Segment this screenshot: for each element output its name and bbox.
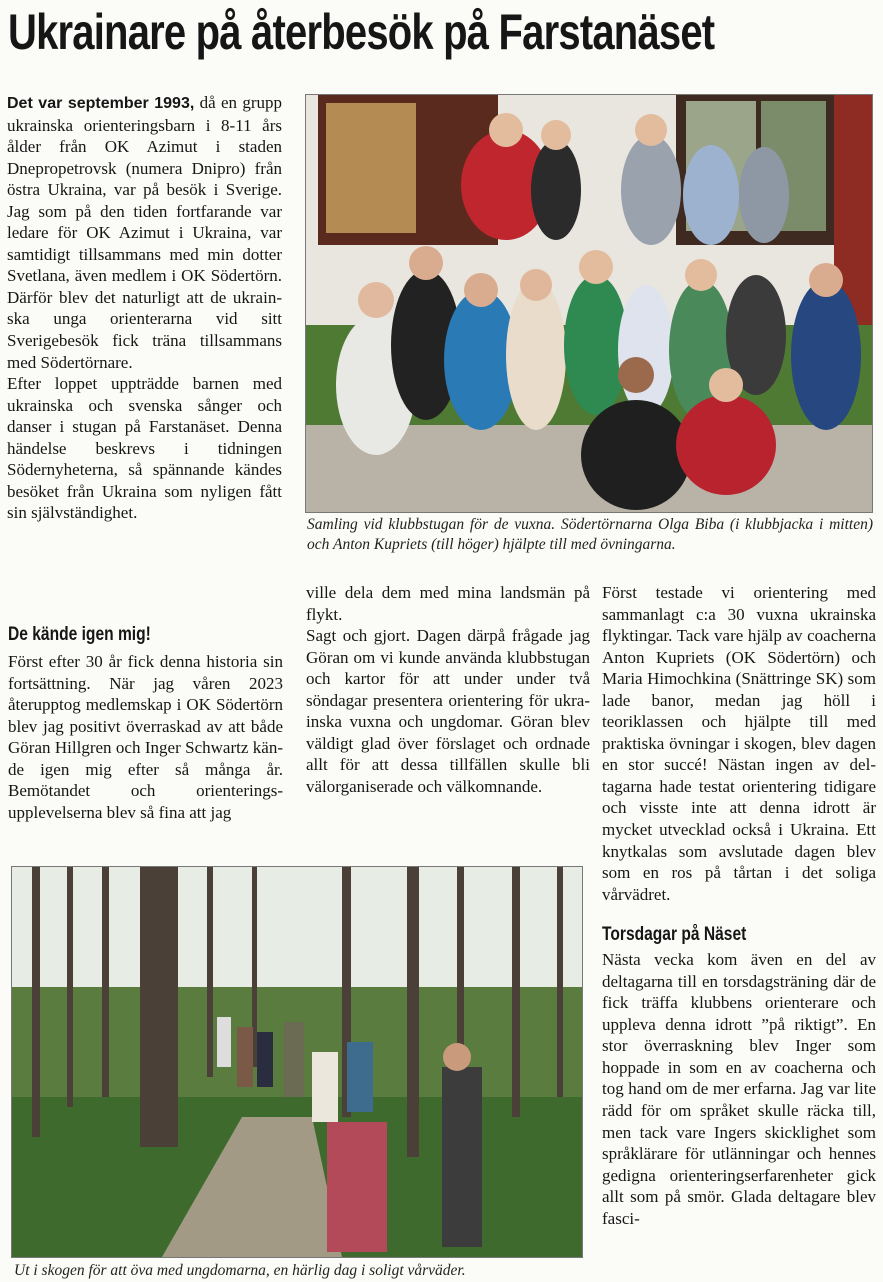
forest-photo <box>11 866 583 1258</box>
paragraph-said-and-done: Sagt och gjort. Dagen därpå frågade jag Göran om vi kunde använda klubbstugan och kartor för att under under två söndagar presentera orientering för ukrainska vuxna och ungdomar. Göran blev väldigt glad över förslaget och ordnade allt för att dessa tillfällen skulle bli välorganiserade och välkomnande. <box>306 626 590 796</box>
forest-photo-illustration <box>12 867 582 1257</box>
subhead-thursdays: Torsdagar på Näset <box>602 924 747 946</box>
column-3 <box>602 582 876 1229</box>
lead-in: Det var september 1993, <box>7 95 195 112</box>
group-photo-illustration <box>306 95 872 512</box>
column-1 <box>7 92 282 524</box>
column-1-lower <box>8 623 283 823</box>
group-photo <box>305 94 873 513</box>
paragraph-thursdays: Nästa vecka kom även en del av deltagarna till en torsdagsträning där de fick träffa klubbens orienterare och uppleva denna idrott ”på riktigt”. En stor överraskning blev Inger som hoppade in som en av coacherna och tog hand om de mer erfarna. Jag var lite rädd för om språket skulle räcka till, men tack vare Ingers skicklighet som språklärare för utlänningar och hennes gedigna orienteringserfarenheter gick allt som på smör. Glada deltagare blev fasci- <box>602 950 876 1228</box>
paragraph-continuation: Först efter 30 år fick denna historia sin fortsättning. När jag våren 2023 återupptog medlemskap i OK Södertörn blev jag positivt överraskad av att både Göran Hillgren och Inger Schwartz kände igen mig efter så många år. Bemötandet och orienteringsupplevelserna blev så fina att jag <box>8 652 283 822</box>
paragraph-landsman: ville dela dem med mina landsmän på flykt. <box>306 583 590 624</box>
paragraph-first-test: Först testade vi orientering med sammanlagt c:a 30 vuxna ukrainska flyktingar. Tack vare hjälp av coacherna Anton Kupriets (OK Södertörn) och Maria Himochkina (Snättringe SK) som lade banor, medan jag höll i teoriklassen och hjälpte till med praktiska övningar i skogen, blev dagen en stor succé! Nästan ingen av deltagarna hade testat orientering tidigare och visste inte att denna idrott är mycket utvecklad också i Ukraina. Ett knytkalas som avslutade dagen blev som en ros på tårtan i det soliga vårvädret. <box>602 583 876 904</box>
forest-photo-caption: Ut i skogen för att öva med ungdomarna, en härlig dag i soligt vårväder. <box>14 1262 466 1279</box>
intro-paragraph <box>7 92 282 373</box>
subhead-recognized: De kände igen mig! <box>8 624 151 645</box>
paragraph-performance: Efter loppet uppträdde barnen med ukrainska och svenska sånger och danser i stugan på Farstanäset. Denna händelse beskrevs i tidningen Södernyheterna, så spännande kändes besöket från Ukraina som nyligen fått sin självständighet. <box>7 374 282 523</box>
column-2 <box>306 582 590 797</box>
group-photo-caption: Samling vid klubbstugan för de vuxna. Södertörnarna Olga Biba (i klubbjacka i mitten) och Anton Kupriets (till höger) hjälpte till med övningarna. <box>307 516 873 553</box>
article-headline: Ukrainare på återbesök på Farstanäset <box>8 4 715 60</box>
intro-text: då en grupp ukrainska orienteringsbarn i 8-11 års ålder från OK Azimut i staden Dnepropetrovsk (numera Dnipro) från östra Ukraina, var på besök i Sverige. Jag som på den tiden fortfarande var ledare för OK Azimut i Ukraina, var samtidigt tillsammans med min dotter Svetlana, även medlem i OK Södertörn. Därför blev det naturligt att de ukrainska unga orienterarna vid sitt Sverigebesök fick träna tillsammans med Södertörnare. <box>7 93 282 372</box>
